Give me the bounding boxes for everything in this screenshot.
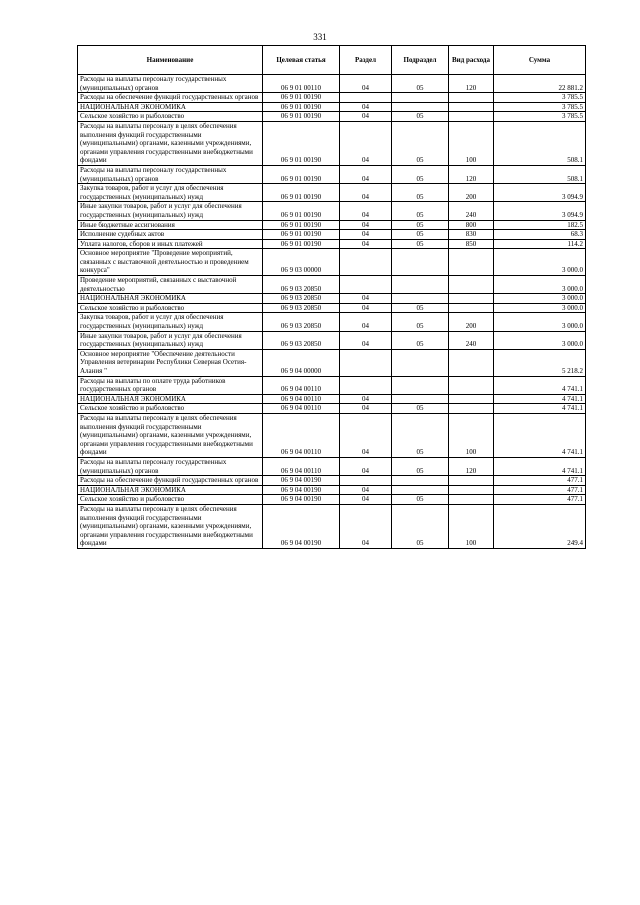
cell-sum: 4 741.1	[494, 413, 586, 457]
cell-name: Закупка товаров, работ и услуг для обеспечения государственных (муниципальных) нужд	[78, 184, 263, 202]
cell-sum: 4 741.1	[494, 457, 586, 475]
table-row	[78, 457, 586, 475]
table-row	[78, 102, 586, 112]
cell-expense-type: 120	[449, 165, 494, 183]
cell-subsection	[392, 93, 449, 103]
cell-expense-type	[449, 102, 494, 112]
cell-expense-type	[449, 93, 494, 103]
cell-name: Расходы на выплаты персоналу в целях обеспечения выполнения функций государственными (муниципальными) органами, казенными учреждениями, органами управления государственными внебюджетными фондами	[78, 413, 263, 457]
cell-target: 06 9 03 20850	[263, 313, 340, 331]
cell-expense-type	[449, 112, 494, 122]
cell-sum: 3 000.0	[494, 331, 586, 349]
cell-name: НАЦИОНАЛЬНАЯ ЭКОНОМИКА	[78, 294, 263, 304]
cell-name: Расходы на выплаты персоналу государственных (муниципальных) органов	[78, 165, 263, 183]
cell-section	[340, 349, 392, 376]
cell-expense-type	[449, 404, 494, 414]
cell-name: Закупка товаров, работ и услуг для обеспечения государственных (муниципальных) нужд	[78, 313, 263, 331]
cell-name: Иные бюджетные ассигнования	[78, 220, 263, 230]
cell-section: 04	[340, 495, 392, 505]
cell-name: Расходы на выплаты персоналу в целях обеспечения выполнения функций государственными (муниципальными) органами, казенными учреждениями, органами управления государственными внебюджетными фондами	[78, 121, 263, 165]
cell-sum: 249.4	[494, 504, 586, 548]
cell-section: 04	[340, 184, 392, 202]
cell-section	[340, 276, 392, 294]
cell-subsection: 05	[392, 404, 449, 414]
cell-expense-type	[449, 376, 494, 394]
cell-expense-type: 120	[449, 75, 494, 93]
cell-name: Сельское хозяйство и рыболовство	[78, 495, 263, 505]
cell-expense-type	[449, 476, 494, 486]
cell-subsection	[392, 349, 449, 376]
cell-expense-type	[449, 495, 494, 505]
cell-name: Сельское хозяйство и рыболовство	[78, 404, 263, 414]
cell-subsection	[392, 394, 449, 404]
cell-subsection: 05	[392, 184, 449, 202]
cell-target: 06 9 04 00000	[263, 349, 340, 376]
cell-expense-type: 850	[449, 239, 494, 249]
cell-subsection: 05	[392, 121, 449, 165]
table-row	[78, 495, 586, 505]
cell-section: 04	[340, 294, 392, 304]
cell-section	[340, 93, 392, 103]
table-row	[78, 276, 586, 294]
cell-section: 04	[340, 165, 392, 183]
cell-expense-type: 200	[449, 184, 494, 202]
cell-expense-type	[449, 276, 494, 294]
table-row	[78, 239, 586, 249]
column-header-name: Наименование	[78, 46, 263, 75]
cell-sum: 114.2	[494, 239, 586, 249]
cell-name: Расходы на выплаты по оплате труда работников государственных органов	[78, 376, 263, 394]
cell-expense-type: 100	[449, 504, 494, 548]
cell-expense-type	[449, 249, 494, 276]
table-body	[78, 75, 586, 549]
cell-expense-type: 100	[449, 121, 494, 165]
cell-sum: 4 741.1	[494, 404, 586, 414]
cell-subsection: 05	[392, 331, 449, 349]
cell-target: 06 9 04 00190	[263, 485, 340, 495]
table-row	[78, 93, 586, 103]
cell-target: 06 9 01 00190	[263, 230, 340, 240]
cell-section	[340, 376, 392, 394]
cell-section: 04	[340, 75, 392, 93]
cell-expense-type	[449, 294, 494, 304]
cell-target: 06 9 03 20850	[263, 331, 340, 349]
table-row	[78, 294, 586, 304]
cell-section: 04	[340, 102, 392, 112]
cell-sum: 22 881.2	[494, 75, 586, 93]
cell-name: Основное мероприятие "Проведение мероприятий, связанных с выставочной деятельностью и проведением конкурса"	[78, 249, 263, 276]
cell-sum: 3 785.5	[494, 102, 586, 112]
cell-expense-type: 800	[449, 220, 494, 230]
cell-target: 06 9 03 20850	[263, 303, 340, 313]
cell-sum: 3 785.5	[494, 93, 586, 103]
cell-name: Расходы на обеспечение функций государственных органов	[78, 476, 263, 486]
table-row	[78, 202, 586, 220]
table-row	[78, 476, 586, 486]
page-number: 331	[313, 32, 327, 42]
cell-subsection: 05	[392, 495, 449, 505]
cell-sum: 477.1	[494, 476, 586, 486]
cell-name: Сельское хозяйство и рыболовство	[78, 112, 263, 122]
cell-target: 06 9 01 00190	[263, 112, 340, 122]
cell-subsection: 05	[392, 165, 449, 183]
cell-expense-type	[449, 349, 494, 376]
cell-target: 06 9 01 00190	[263, 93, 340, 103]
cell-target: 06 9 01 00190	[263, 121, 340, 165]
cell-expense-type: 240	[449, 331, 494, 349]
cell-target: 06 9 04 00110	[263, 404, 340, 414]
cell-subsection	[392, 249, 449, 276]
cell-target: 06 9 04 00190	[263, 495, 340, 505]
table-row	[78, 112, 586, 122]
cell-target: 06 9 04 00110	[263, 376, 340, 394]
table-row	[78, 404, 586, 414]
column-header-section: Раздел	[340, 46, 392, 75]
cell-target: 06 9 03 20850	[263, 294, 340, 304]
cell-expense-type	[449, 485, 494, 495]
cell-subsection	[392, 485, 449, 495]
column-header-expense-type: Вид расхода	[449, 46, 494, 75]
table-row	[78, 230, 586, 240]
cell-name: НАЦИОНАЛЬНАЯ ЭКОНОМИКА	[78, 485, 263, 495]
cell-name: Уплата налогов, сборов и иных платежей	[78, 239, 263, 249]
table-row	[78, 331, 586, 349]
cell-target: 06 9 01 00110	[263, 75, 340, 93]
cell-expense-type: 100	[449, 413, 494, 457]
table-row	[78, 165, 586, 183]
cell-section: 04	[340, 331, 392, 349]
table-row	[78, 121, 586, 165]
cell-subsection	[392, 102, 449, 112]
table-row	[78, 349, 586, 376]
cell-section: 04	[340, 394, 392, 404]
cell-sum: 3 000.0	[494, 276, 586, 294]
cell-subsection: 05	[392, 220, 449, 230]
cell-expense-type: 240	[449, 202, 494, 220]
table-row	[78, 220, 586, 230]
cell-subsection: 05	[392, 313, 449, 331]
cell-section: 04	[340, 121, 392, 165]
cell-section: 04	[340, 112, 392, 122]
cell-subsection	[392, 476, 449, 486]
cell-sum: 4 741.1	[494, 376, 586, 394]
cell-target: 06 9 04 00190	[263, 476, 340, 486]
cell-target: 06 9 03 00000	[263, 249, 340, 276]
cell-section: 04	[340, 303, 392, 313]
table-row	[78, 249, 586, 276]
cell-target: 06 9 01 00190	[263, 102, 340, 112]
cell-subsection: 05	[392, 230, 449, 240]
cell-name: Расходы на выплаты персоналу государственных (муниципальных) органов	[78, 75, 263, 93]
cell-sum: 3 000.0	[494, 294, 586, 304]
cell-name: Основное мероприятие "Обеспечение деятельности Управления ветеринарии Республики Северная Осетия-Алания "	[78, 349, 263, 376]
cell-expense-type: 830	[449, 230, 494, 240]
cell-sum: 3 094.9	[494, 184, 586, 202]
cell-subsection: 05	[392, 239, 449, 249]
cell-section: 04	[340, 230, 392, 240]
table-row	[78, 75, 586, 93]
cell-section	[340, 476, 392, 486]
cell-name: Расходы на выплаты персоналу в целях обеспечения выполнения функций государственными (муниципальными) органами, казенными учреждениями, органами управления государственными внебюджетными фондами	[78, 504, 263, 548]
cell-subsection	[392, 376, 449, 394]
cell-section: 04	[340, 239, 392, 249]
cell-target: 06 9 03 20850	[263, 276, 340, 294]
table-row	[78, 313, 586, 331]
cell-target: 06 9 01 00190	[263, 165, 340, 183]
cell-target: 06 9 01 00190	[263, 220, 340, 230]
cell-subsection: 05	[392, 112, 449, 122]
column-header-sum: Сумма	[494, 46, 586, 75]
cell-section: 04	[340, 504, 392, 548]
cell-section: 04	[340, 220, 392, 230]
cell-name: Иные закупки товаров, работ и услуг для обеспечения государственных (муниципальных) нужд	[78, 202, 263, 220]
cell-name: Проведение мероприятий, связанных с выставочной деятельностью	[78, 276, 263, 294]
table-row	[78, 413, 586, 457]
cell-sum: 5 218.2	[494, 349, 586, 376]
cell-sum: 477.1	[494, 495, 586, 505]
cell-target: 06 9 01 00190	[263, 239, 340, 249]
budget-table	[77, 45, 586, 549]
table-row	[78, 376, 586, 394]
table-row	[78, 485, 586, 495]
column-header-target: Целевая статья	[263, 46, 340, 75]
cell-section: 04	[340, 457, 392, 475]
cell-subsection: 05	[392, 202, 449, 220]
cell-subsection: 05	[392, 504, 449, 548]
cell-sum: 182.5	[494, 220, 586, 230]
cell-sum: 508.1	[494, 121, 586, 165]
cell-sum: 3 785.5	[494, 112, 586, 122]
cell-name: Иные закупки товаров, работ и услуг для обеспечения государственных (муниципальных) нужд	[78, 331, 263, 349]
cell-expense-type: 120	[449, 457, 494, 475]
cell-section	[340, 249, 392, 276]
cell-sum: 4 741.1	[494, 394, 586, 404]
table-row	[78, 184, 586, 202]
cell-target: 06 9 01 00190	[263, 202, 340, 220]
table-header-row	[78, 46, 586, 75]
cell-subsection: 05	[392, 303, 449, 313]
cell-name: Расходы на обеспечение функций государственных органов	[78, 93, 263, 103]
cell-sum: 3 000.0	[494, 303, 586, 313]
cell-sum: 477.1	[494, 485, 586, 495]
cell-target: 06 9 01 00190	[263, 184, 340, 202]
cell-name: НАЦИОНАЛЬНАЯ ЭКОНОМИКА	[78, 394, 263, 404]
cell-expense-type	[449, 303, 494, 313]
cell-target: 06 9 04 00190	[263, 504, 340, 548]
cell-section: 04	[340, 404, 392, 414]
cell-subsection	[392, 276, 449, 294]
cell-subsection	[392, 294, 449, 304]
cell-section: 04	[340, 413, 392, 457]
cell-sum: 3 094.9	[494, 202, 586, 220]
cell-target: 06 9 04 00110	[263, 394, 340, 404]
cell-name: НАЦИОНАЛЬНАЯ ЭКОНОМИКА	[78, 102, 263, 112]
cell-target: 06 9 04 00110	[263, 457, 340, 475]
cell-sum: 3 000.0	[494, 313, 586, 331]
cell-expense-type: 200	[449, 313, 494, 331]
cell-sum: 68.3	[494, 230, 586, 240]
table-row	[78, 394, 586, 404]
cell-sum: 508.1	[494, 165, 586, 183]
cell-subsection: 05	[392, 75, 449, 93]
cell-name: Исполнение судебных актов	[78, 230, 263, 240]
cell-target: 06 9 04 00110	[263, 413, 340, 457]
column-header-subsection: Подраздел	[392, 46, 449, 75]
cell-section: 04	[340, 313, 392, 331]
cell-expense-type	[449, 394, 494, 404]
cell-name: Расходы на выплаты персоналу государственных (муниципальных) органов	[78, 457, 263, 475]
cell-subsection: 05	[392, 457, 449, 475]
table-row	[78, 303, 586, 313]
cell-section: 04	[340, 485, 392, 495]
cell-section: 04	[340, 202, 392, 220]
table-row	[78, 504, 586, 548]
cell-subsection: 05	[392, 413, 449, 457]
cell-sum: 3 000.0	[494, 249, 586, 276]
cell-name: Сельское хозяйство и рыболовство	[78, 303, 263, 313]
